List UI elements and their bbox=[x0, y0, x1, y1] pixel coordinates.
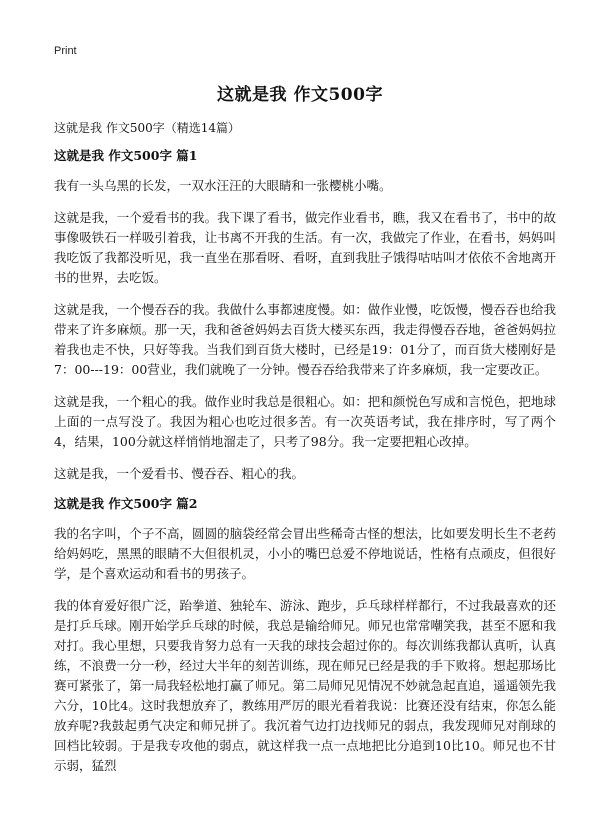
paragraph: 这就是我，一个粗心的我。做作业时我总是很粗心。如：把和颜悦色写成和言悦色，把地球上面的一点写没了。我因为粗心也吃过很多苦。有一次英语考试，我在排序时，写了两个4，结果，100分就这样悄悄地溜走了，只考了98分。我一定要把粗心改掉。 bbox=[54, 394, 556, 449]
document-subtitle: 这就是我 作文500字（精选14篇） bbox=[54, 121, 240, 135]
print-link[interactable]: Print bbox=[54, 45, 77, 57]
paragraph: 这就是我，一个慢吞吞的我。我做什么事都速度慢。如：做作业慢，吃饭慢，慢吞吞也给我带来了许多麻烦。那一天，我和爸爸妈妈去百货大楼买东西，我走得慢吞吞地，爸爸妈妈拉着我也走不快，只好等我。当我们到百货大楼时，已经是19：01分了，而百货大楼刚好是7：00---19：00营业，我们就晚了一分钟。慢吞吞给我带来了许多麻烦，我一定要改正。 bbox=[54, 302, 556, 377]
document-body bbox=[54, 120, 556, 788]
paragraph: 我的名字叫，个子不高，圆圆的脑袋经常会冒出些稀奇古怪的想法，比如要发明长生不老药给妈妈吃，黑黑的眼睛不大但很机灵，小小的嘴巴总爱不停地说话，性格有点顽皮，但很好学，是个喜欢运动和看书的男孩子。 bbox=[54, 526, 556, 581]
section-heading: 这就是我 作文500字 篇1 bbox=[54, 148, 198, 163]
paragraph: 我有一头乌黑的长发，一双水汪汪的大眼睛和一张樱桃小嘴。 bbox=[54, 178, 392, 193]
paragraph: 这就是我，一个爱看书的我。我下课了看书，做完作业看书，瞧，我又在看书了，书中的故事像吸铁石一样吸引着我，让书离不开我的生活。有一次，我做完了作业，在看书，妈妈叫我吃饭了我都没听见，我一直坐在那看呀、看呀，直到我肚子饿得咕咕叫才依依不舍地离开书的世界，去吃饭。 bbox=[54, 210, 556, 285]
section-1 bbox=[54, 148, 556, 484]
paragraph: 我的体育爱好很广泛，跆拳道、独轮车、游泳、跑步，乒乓球样样都行，不过我最喜欢的还是打乒乓球。刚开始学乒乓球的时候，我总是输给师兄。师兄也常常嘲笑我，甚至不愿和我对打。我心里想，只要我肯努力总有一天我的球技会超过你的。每次训练我都认真听，认真练，不浪费一分一秒，经过大半年的刻苦训练，现在师兄已经是我的手下败将。想起那场比赛可紧张了，第一局我轻松地打赢了师兄。第二局师兄见情况不妙就急起直追，遥遥领先我六分，10比4。这时我想放弃了，教练用严厉的眼光看着我说：比赛还没有结束，你怎么能放弃呢?我鼓起勇气决定和师兄拼了。我沉着气边打边找师兄的弱点，我发现师兄对削球的回档比较弱。于是我专攻他的弱点，就这样我一点一点地把比分追到10比10。师兄也不甘示弱，猛烈 bbox=[54, 598, 556, 773]
section-heading: 这就是我 作文500字 篇2 bbox=[54, 496, 198, 511]
section-2 bbox=[54, 496, 556, 776]
paragraph: 这就是我，一个爱看书、慢吞吞、粗心的我。 bbox=[54, 466, 305, 481]
document-title: 这就是我 作文500字 bbox=[217, 85, 383, 105]
